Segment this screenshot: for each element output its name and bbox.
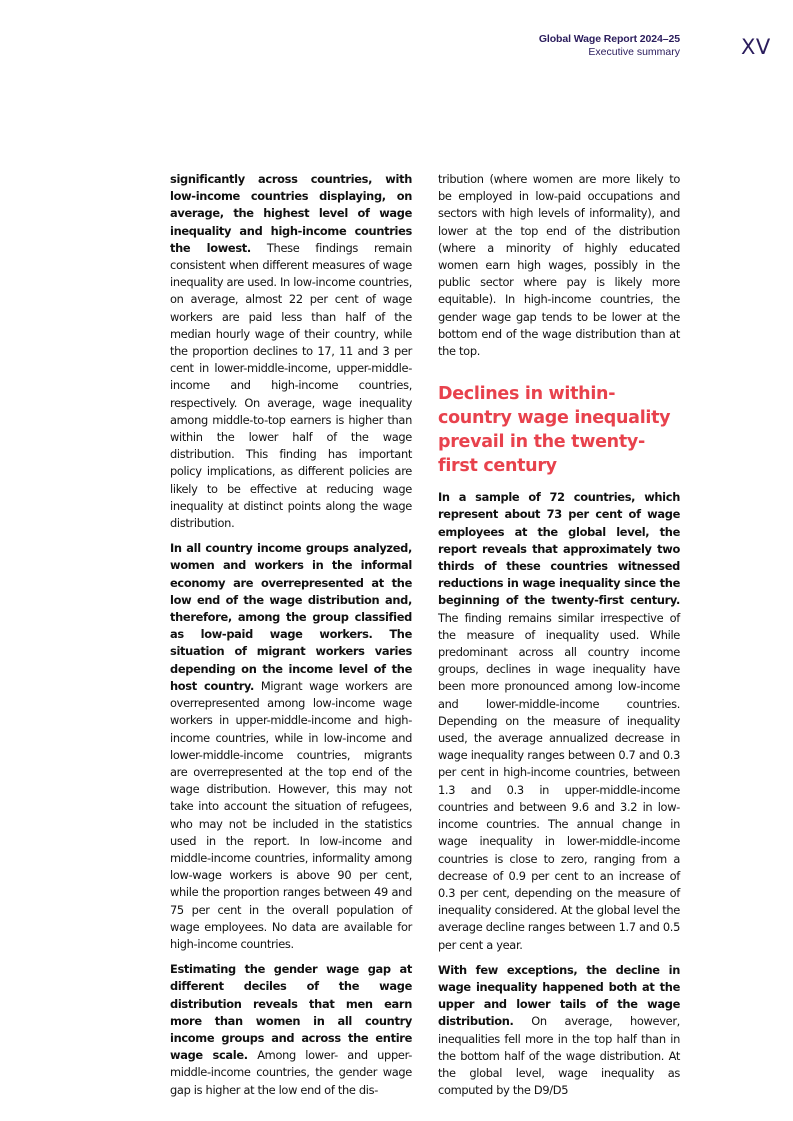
bold-lead: In a sample of 72 countries, which represent about 73 per cent of wage employees at the global level, the report reveals that approximately two thirds of these countries witnessed reductions in wage inequality since the beginning of the twenty-first century. (438, 490, 680, 608)
page-number: XV (741, 35, 771, 59)
paragraph (438, 962, 680, 1100)
section-label: Executive summary (588, 46, 680, 58)
report-title: Global Wage Report 2024–25 (538, 33, 680, 45)
paragraph (170, 961, 412, 1099)
paragraph (438, 489, 680, 953)
paragraph (438, 171, 680, 360)
section-heading: Declines in within-country wage inequality prevail in the twenty-first century (438, 384, 671, 477)
bold-lead: In all country income groups analyzed, women and workers in the informal economy are overrepresented at the low end of the wage distribution and, therefore, among the group classified as low-paid wage workers. The situation of migrant workers varies depending on the income level of the host country. (170, 541, 412, 693)
body-text: tribution (where women are more likely to be employed in low-paid occupations and sectors with high levels of informality), and lower at the top end of the distribution (where a minority of highly educated women earn high wages, possibly in the public sector where pay is likely more equitable). In high-income countries, the gender wage gap tends to be lower at the bottom end of the wage distribution than at the top. (438, 172, 680, 359)
bold-lead: significantly across countries, with low-income countries displaying, on average, the highest level of wage inequality and high-income countries the lowest. (170, 172, 412, 255)
left-column (170, 171, 412, 1107)
running-header (539, 33, 680, 59)
body-text: Among lower- and upper-middle-income countries, the gender wage gap is higher at the low end of the dis- (170, 1048, 412, 1097)
body-text: Migrant wage workers are overrepresented among low-income wage workers in upper-middle-income and high-income countries, while in low-income and lower-middle-income countries, migrants are overrepresented at the top end of the wage distribution. However, this may not take into account the situation of refugees, who may not be included in the statistics used in the report. In low-income and middle-income countries, informality among low-wage workers is above 90 per cent, while the proportion ranges between 49 and 75 per cent in the overall population of wage employees. No data are available for high-income countries. (170, 678, 413, 951)
bold-lead: With few exceptions, the decline in wage inequality happened both at the upper and lower tails of the wage distribution. (438, 962, 680, 1029)
body-text: These findings remain consistent when different measures of wage inequality are used. In low-income countries, on average, almost 22 per cent of wage workers are paid less than half of the median hourly wage of their country, while the proportion declines to 17, 11 and 3 per cent in lower-middle-income, upper-middle-income and high-income countries, respectively. On average, wage inequality among middle-to-top earners is higher than within the lower half of the wage distribution. This finding has important policy implications, as different policies are likely to be effective at reducing wage inequality at distinct points along the wage distribution. (170, 240, 412, 531)
right-column (438, 171, 680, 1107)
body-text: On average, however, inequalities fell more in the top half than in the bottom half of the wage distribution. At the global level, wage inequality as computed by the D9/D5 (438, 1014, 680, 1098)
paragraph (170, 540, 412, 953)
paragraph (170, 171, 412, 532)
body-text: The finding remains similar irrespective of the measure of inequality used. While predominant across all country income groups, declines in wage inequality have been more pronounced among low-income and lower-middle-income countries. Depending on the measure of inequality used, the average annualized decrease in wage inequality ranges between 0.7 and 0.3 per cent in high-income countries, between 1.3 and 0.3 in upper-middle-income countries and between 9.6 and 3.2 in low-income countries. The annual change in wage inequality in lower-middle-income countries is close to zero, ranging from a decrease of 0.9 per cent to an increase of 0.3 per cent, depending on the measure of inequality considered. At the global level the average decline ranges between 1.7 and 0.5 per cent a year. (438, 610, 680, 952)
bold-lead: Estimating the gender wage gap at different deciles of the wage distribution reveals that men earn more than women in all country income groups and across the entire wage scale. (170, 962, 412, 1063)
